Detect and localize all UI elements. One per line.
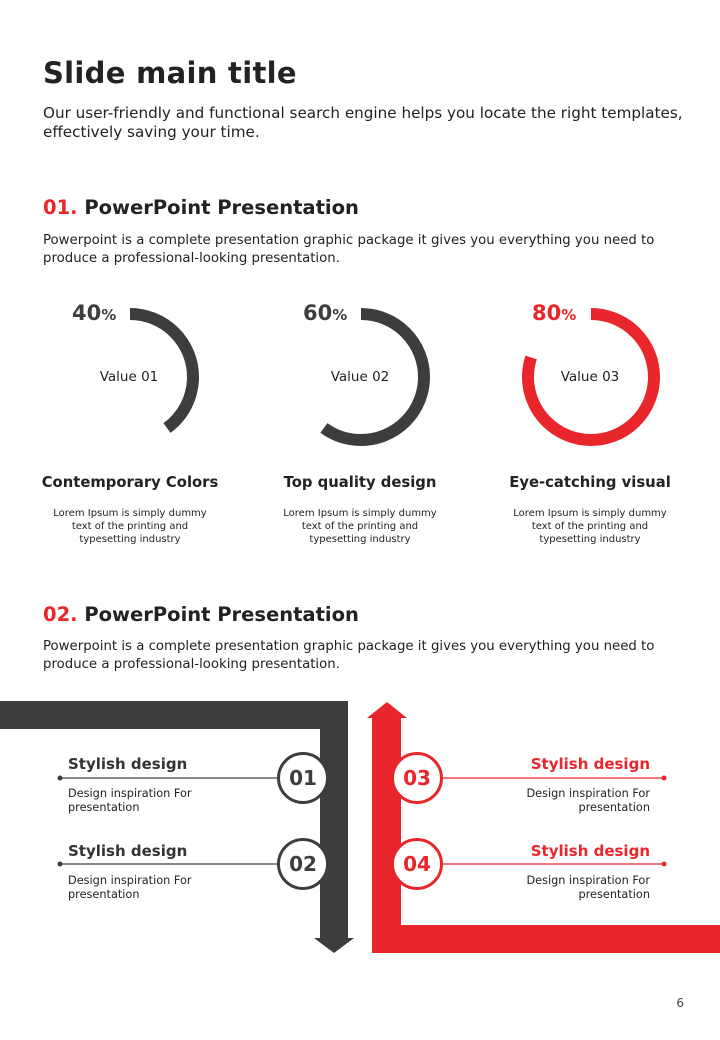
percent-2-value: 60 bbox=[303, 301, 333, 325]
step-04-text: Design inspiration For presentation bbox=[526, 874, 650, 901]
section-2-number: 02. bbox=[43, 603, 78, 626]
page-subtitle: Our user-friendly and functional search engine helps you locate the right templates, effectively saving your time. bbox=[43, 104, 683, 141]
section-1-heading bbox=[43, 196, 359, 219]
connector-dot-1 bbox=[58, 776, 63, 781]
percent-3-sign: % bbox=[561, 306, 577, 324]
section-2-heading bbox=[43, 603, 359, 626]
dark-arrow bbox=[0, 701, 354, 953]
step-02-text: Design inspiration For presentation bbox=[68, 874, 192, 901]
feature-2-text: Lorem Ipsum is simply dummy text of the printing and typesetting industry bbox=[283, 508, 437, 545]
section-1-description: Powerpoint is a complete presentation graphic package it gives you everything you need to produce a professional-looking presentation. bbox=[43, 233, 655, 266]
step-circle-03: 03 bbox=[391, 752, 443, 804]
feature-1-text: Lorem Ipsum is simply dummy text of the printing and typesetting industry bbox=[53, 508, 207, 545]
step-03-title: Stylish design bbox=[530, 755, 650, 773]
donut-1-label: Value 01 bbox=[99, 369, 159, 385]
percent-1-sign: % bbox=[101, 306, 117, 324]
feature-3-title: Eye-catching visual bbox=[509, 474, 671, 491]
page-title: Slide main title bbox=[43, 56, 297, 90]
percent-2 bbox=[303, 301, 347, 325]
percent-3-value: 80 bbox=[532, 301, 562, 325]
step-circle-01: 01 bbox=[277, 752, 329, 804]
step-04-title: Stylish design bbox=[530, 842, 650, 860]
section-1-number: 01. bbox=[43, 196, 78, 219]
percent-1 bbox=[72, 301, 116, 325]
step-02-title: Stylish design bbox=[68, 842, 188, 860]
feature-3-text: Lorem Ipsum is simply dummy text of the printing and typesetting industry bbox=[513, 508, 667, 545]
percent-1-value: 40 bbox=[72, 301, 102, 325]
connector-dot-4 bbox=[662, 862, 667, 867]
section-2-title: PowerPoint Presentation bbox=[84, 603, 359, 626]
section-1-title: PowerPoint Presentation bbox=[84, 196, 359, 219]
section-2-description: Powerpoint is a complete presentation graphic package it gives you everything you need to produce a professional-looking presentation. bbox=[43, 639, 655, 672]
percent-3 bbox=[532, 301, 576, 325]
page-number: 6 bbox=[676, 996, 684, 1010]
step-01-text: Design inspiration For presentation bbox=[68, 787, 192, 814]
step-03-text: Design inspiration For presentation bbox=[526, 787, 650, 814]
red-arrow bbox=[367, 702, 720, 953]
step-circle-04: 04 bbox=[391, 838, 443, 890]
step-circle-02: 02 bbox=[277, 838, 329, 890]
arrow-diagram bbox=[0, 690, 720, 970]
connector-dot-3 bbox=[662, 776, 667, 781]
feature-1-title: Contemporary Colors bbox=[41, 474, 219, 491]
connector-dot-2 bbox=[58, 862, 63, 867]
donut-3-label: Value 03 bbox=[560, 369, 620, 385]
step-01-title: Stylish design bbox=[68, 755, 188, 773]
percent-2-sign: % bbox=[332, 306, 348, 324]
donut-2-label: Value 02 bbox=[330, 369, 390, 385]
feature-2-title: Top quality design bbox=[283, 474, 437, 491]
